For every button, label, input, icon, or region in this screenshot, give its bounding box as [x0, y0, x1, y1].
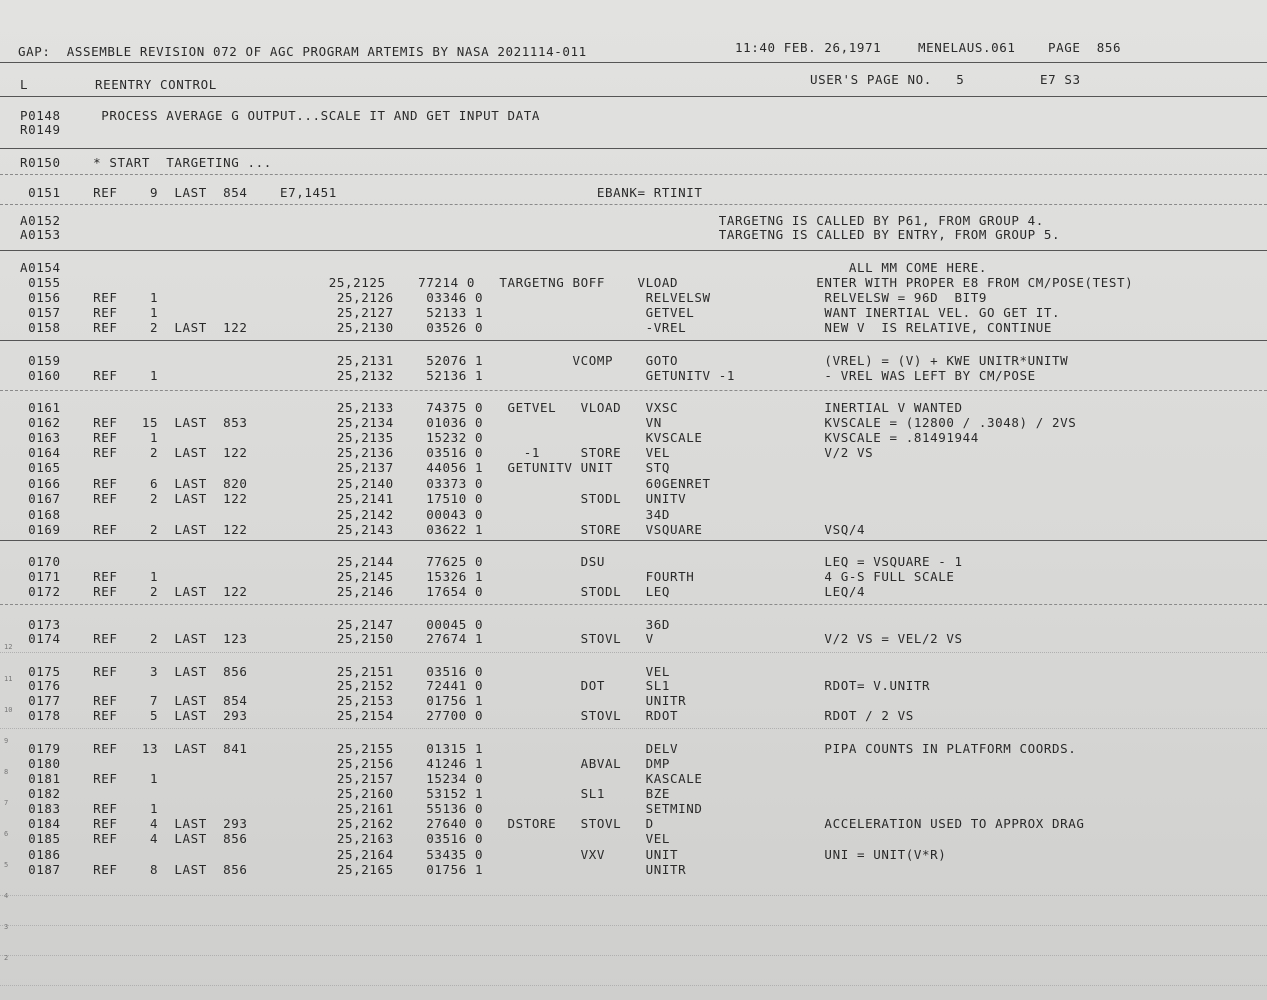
listing-line: 0174 REF 2 LAST 123 25,2150 27674 1 STOVL V V/2 VS = VEL/2 VS: [20, 631, 963, 646]
listing-line: 0167 REF 2 LAST 122 25,2141 17510 0 STODL UNITV: [20, 491, 687, 506]
listing-line: 0168 25,2142 00043 0 34D: [20, 507, 671, 522]
divider: [0, 955, 1267, 956]
listing-line: 0156 REF 1 25,2126 03346 0 RELVELSW RELVELSW = 96D BIT9: [20, 290, 987, 305]
listing-line: 0187 REF 8 LAST 856 25,2165 01756 1 UNITR: [20, 862, 687, 877]
listing-line: 0164 REF 2 LAST 122 25,2136 03516 0 -1 STORE VEL V/2 VS: [20, 445, 874, 460]
listing-line: 0170 25,2144 77625 0 DSU LEQ = VSQUARE - 1: [20, 554, 963, 569]
listing-line: 0157 REF 1 25,2127 52133 1 GETVEL WANT INERTIAL VEL. GO GET IT.: [20, 305, 1061, 320]
listing-line: A0152 TARGETNG IS CALLED BY P61, FROM GROUP 4.: [20, 213, 1044, 228]
divider: [0, 340, 1267, 341]
listing-line: 0179 REF 13 LAST 841 25,2155 01315 1 DELV PIPA COUNTS IN PLATFORM COORDS.: [20, 741, 1077, 756]
listing-line: 0161 25,2133 74375 0 GETVEL VLOAD VXSC INERTIAL V WANTED: [20, 400, 963, 415]
listing-line: 0178 REF 5 LAST 293 25,2154 27700 0 STOVL RDOT RDOT / 2 VS: [20, 708, 914, 723]
listing-line: 0180 25,2156 41246 1 ABVAL DMP: [20, 756, 671, 771]
listing-line: 0183 REF 1 25,2161 55136 0 SETMIND: [20, 801, 703, 816]
listing-line: 0173 25,2147 00045 0 36D: [20, 617, 671, 632]
listing-line: 0185 REF 4 LAST 856 25,2163 03516 0 VEL: [20, 831, 671, 846]
margin-mark: 6: [4, 830, 9, 838]
listing-line: 0169 REF 2 LAST 122 25,2143 03622 1 STORE VSQUARE VSQ/4: [20, 522, 866, 537]
listing-line: 0182 25,2160 53152 1 SL1 BZE: [20, 786, 671, 801]
divider: [0, 174, 1267, 175]
divider: [0, 204, 1267, 205]
listing-line: 0155 25,2125 77214 0 TARGETNG BOFF VLOAD ENTER WITH PROPER E8 FROM CM/POSE(TEST): [20, 275, 1134, 290]
margin-mark: 12: [4, 643, 13, 651]
header-title: GAP: ASSEMBLE REVISION 072 OF AGC PROGRAM ARTEMIS BY NASA 2021114-011: [18, 44, 587, 59]
divider: [0, 985, 1267, 986]
listing-line: 0162 REF 15 LAST 853 25,2134 01036 0 VN KVSCALE = (12800 / .3048) / 2VS: [20, 415, 1077, 430]
listing-line: 0184 REF 4 LAST 293 25,2162 27640 0 DSTORE STOVL D ACCELERATION USED TO APPROX DRAG: [20, 816, 1085, 831]
margin-mark: 8: [4, 768, 9, 776]
margin-mark: 5: [4, 861, 9, 869]
listing-line: 0177 REF 7 LAST 854 25,2153 01756 1 UNITR: [20, 693, 687, 708]
divider: [0, 925, 1267, 926]
header-site: MENELAUS.061: [918, 40, 1016, 55]
listing-line: 0163 REF 1 25,2135 15232 0 KVSCALE KVSCALE = .81491944: [20, 430, 979, 445]
divider: [0, 250, 1267, 251]
divider: [0, 895, 1267, 896]
divider: [0, 728, 1267, 729]
listing-line: 0165 25,2137 44056 1 GETUNITV UNIT STQ: [20, 460, 671, 475]
header-rule: [0, 62, 1267, 63]
divider: [0, 652, 1267, 653]
listing-line: 0186 25,2164 53435 0 VXV UNIT UNI = UNIT(V*R): [20, 847, 947, 862]
section-code: E7 S3: [1040, 72, 1081, 87]
margin-mark: 4: [4, 892, 9, 900]
users-page: USER'S PAGE NO. 5: [810, 72, 965, 87]
header-timestamp: 11:40 FEB. 26,1971: [735, 40, 882, 55]
header-page: PAGE 856: [1048, 40, 1122, 55]
margin-mark: 11: [4, 675, 13, 683]
listing-line: P0148 PROCESS AVERAGE G OUTPUT...SCALE IT AND GET INPUT DATA: [20, 108, 541, 123]
listing-line: 0171 REF 1 25,2145 15326 1 FOURTH 4 G-S FULL SCALE: [20, 569, 955, 584]
margin-mark: 7: [4, 799, 9, 807]
listing-line: 0172 REF 2 LAST 122 25,2146 17654 0 STODL LEQ LEQ/4: [20, 584, 866, 599]
divider: [0, 604, 1267, 605]
divider: [0, 148, 1267, 149]
margin-mark: 10: [4, 706, 13, 714]
listing-line: 0166 REF 6 LAST 820 25,2140 03373 0 60GENRET: [20, 476, 711, 491]
margin-mark: 2: [4, 954, 9, 962]
divider: [0, 390, 1267, 391]
listing-line: 0158 REF 2 LAST 122 25,2130 03526 0 -VREL NEW V IS RELATIVE, CONTINUE: [20, 320, 1052, 335]
listing-line: 0175 REF 3 LAST 856 25,2151 03516 0 VEL: [20, 664, 671, 679]
divider: [0, 540, 1267, 541]
margin-mark: 3: [4, 923, 9, 931]
listing-line: 0151 REF 9 LAST 854 E7,1451 EBANK= RTINIT: [20, 185, 703, 200]
listing-line: R0150 * START TARGETING ...: [20, 155, 272, 170]
listing-line: 0160 REF 1 25,2132 52136 1 GETUNITV -1 - VREL WAS LEFT BY CM/POSE: [20, 368, 1036, 383]
listing-line: R0149: [20, 122, 61, 137]
listing-line: A0153 TARGETNG IS CALLED BY ENTRY, FROM GROUP 5.: [20, 227, 1061, 242]
section-rule: [0, 96, 1267, 97]
listing-line: 0176 25,2152 72441 0 DOT SL1 RDOT= V.UNITR: [20, 678, 931, 693]
listing-line: A0154 ALL MM COME HERE.: [20, 260, 987, 275]
section-marker: L: [20, 77, 29, 92]
listing-line: 0159 25,2131 52076 1 VCOMP GOTO (VREL) = (V) + KWE UNITR*UNITW: [20, 353, 1069, 368]
section-name: REENTRY CONTROL: [95, 77, 217, 92]
margin-mark: 9: [4, 737, 9, 745]
listing-line: 0181 REF 1 25,2157 15234 0 KASCALE: [20, 771, 703, 786]
